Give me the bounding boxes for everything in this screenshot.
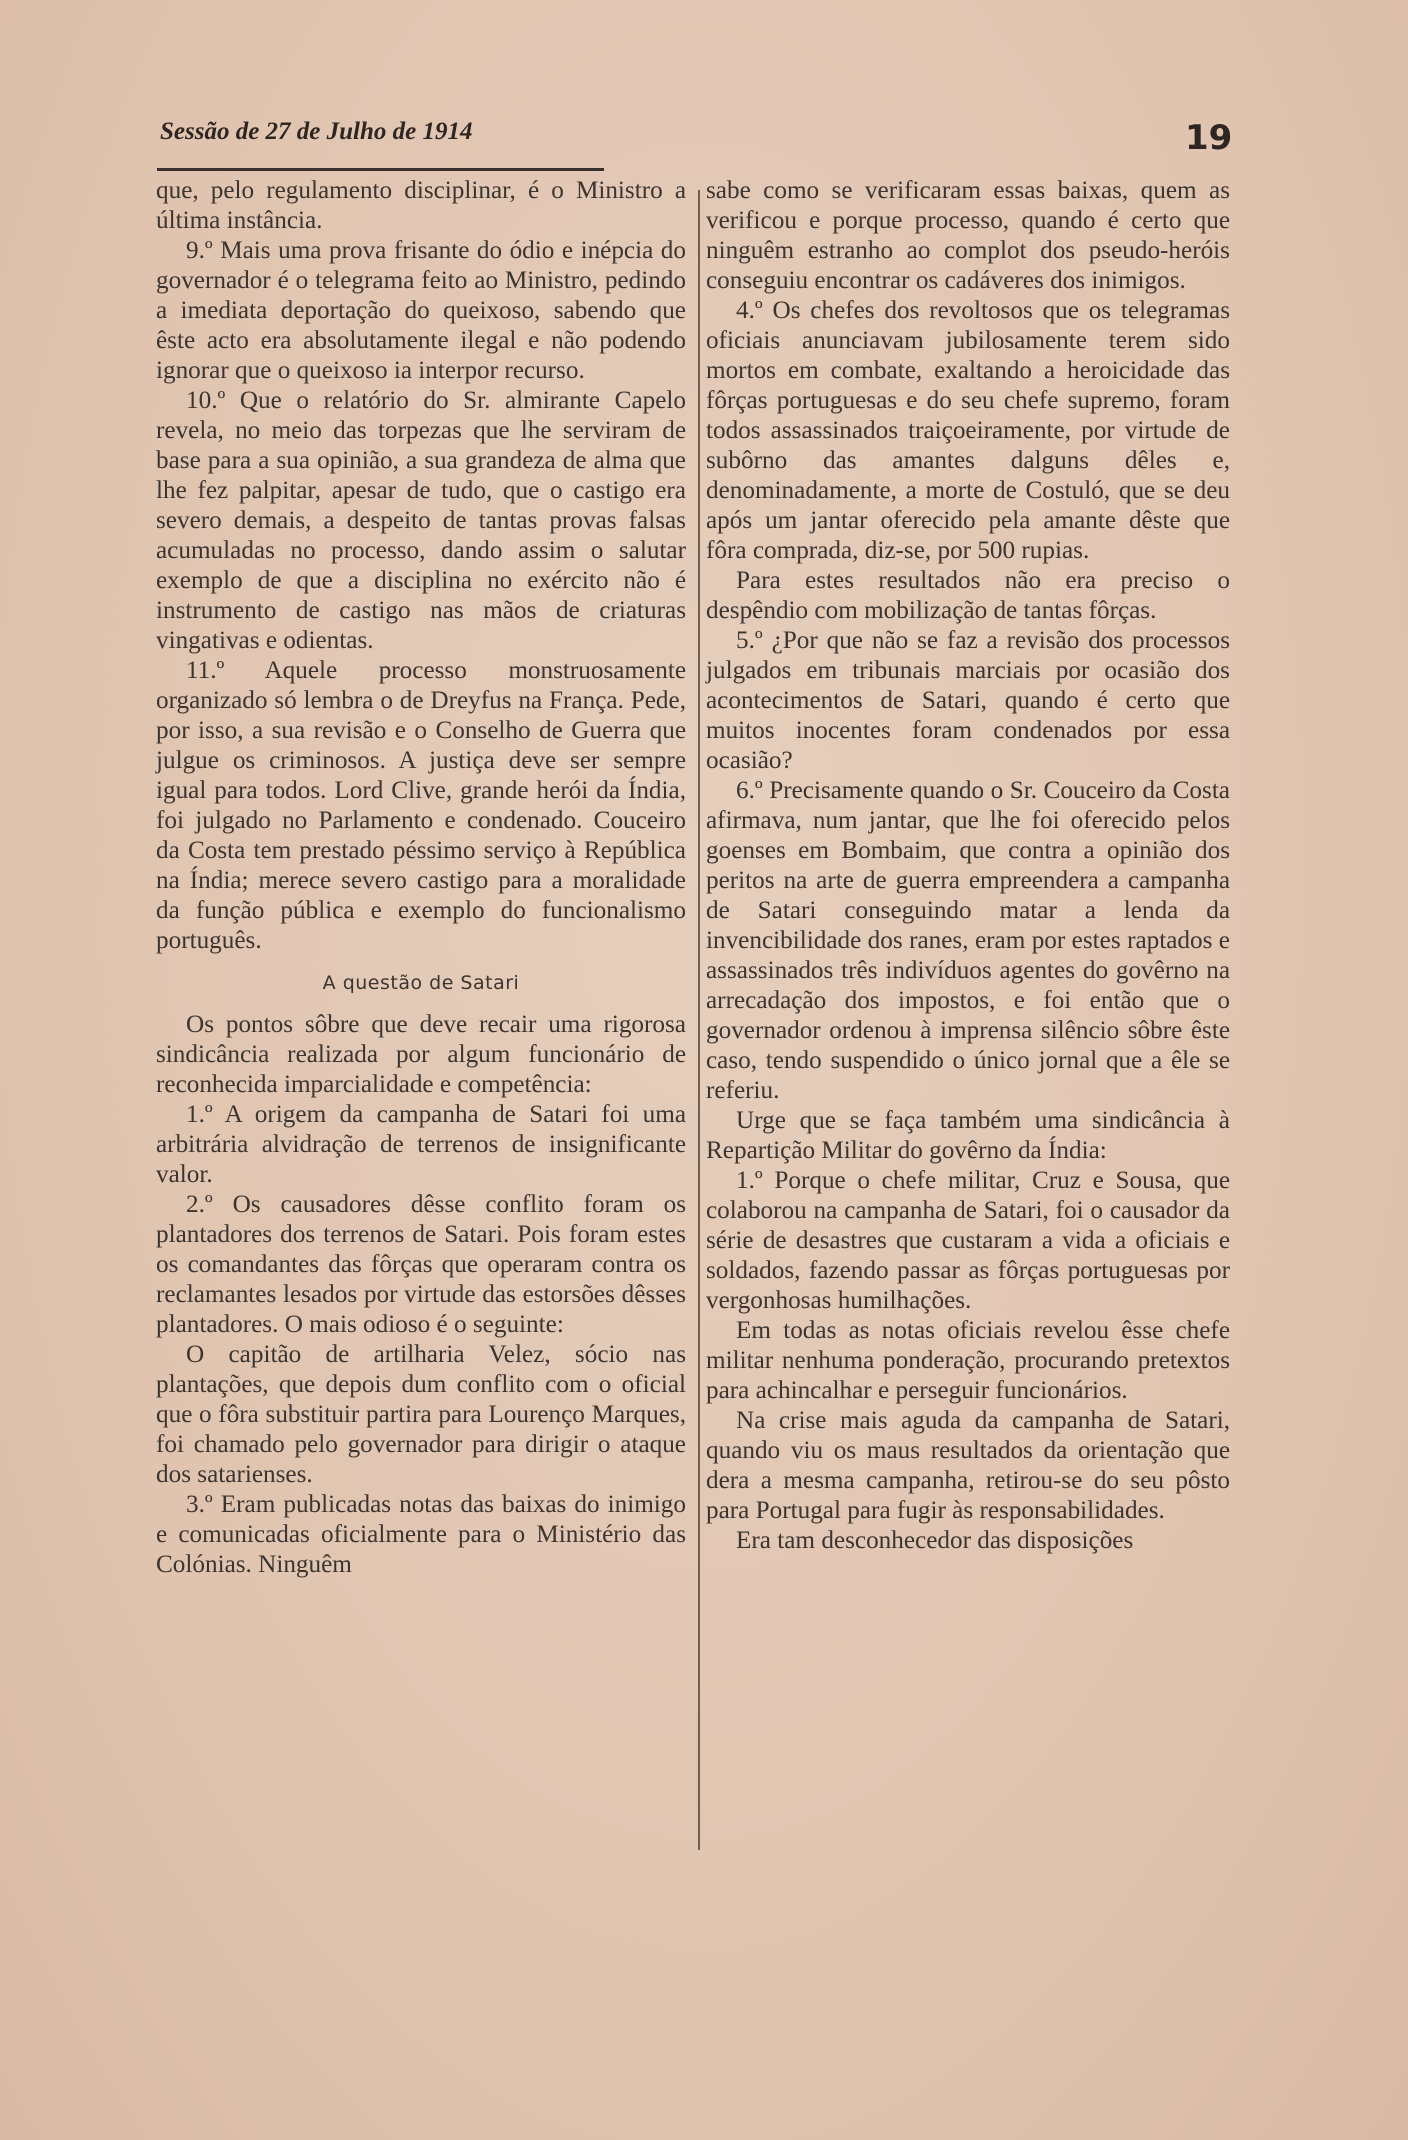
paragraph: Urge que se faça também uma sindicância à Repartição Militar do govêrno da Índia:	[706, 1107, 1230, 1164]
paragraph: Em todas as notas oficiais revelou êsse chefe militar nenhuma ponderação, procurando pretextos para achincalhar e perseguir funcionários.	[706, 1317, 1230, 1404]
running-head: Sessão de 27 de Julho de 1914	[160, 118, 473, 145]
paragraph: 6.º Precisamente quando o Sr. Couceiro da Costa afirmava, num jantar, que lhe foi oferecido pelos goenses em Bombaim, que contra a opinião dos peritos na arte de guerra empreendera a campanha de Satari conseguindo matar a lenda da invencibilidade dos ranes, eram por estes raptados e assassinados três indivíduos agentes do govêrno na arrecadação dos impostos, e foi então que o governador ordenou à imprensa silêncio sôbre êste caso, tendo suspendido o único jornal que a êle se referiu.	[706, 777, 1230, 1104]
paragraph: 1.º A origem da campanha de Satari foi uma arbitrária alvidração de terrenos de insignificante valor.	[156, 1101, 686, 1188]
left-column	[156, 176, 686, 1580]
paragraph: 5.º ¿Por que não se faz a revisão dos processos julgados em tribunais marciais por ocasião dos acontecimentos de Satari, quando é certo que muitos inocentes foram condenados por essa ocasião?	[706, 627, 1230, 774]
paragraph: que, pelo regulamento disciplinar, é o Ministro a última instância.	[156, 177, 686, 234]
paragraph: 10.º Que o relatório do Sr. almirante Capelo revela, no meio das torpezas que lhe serviram de base para a sua opinião, a sua grandeza de alma que lhe fez palpitar, apesar de tudo, que o castigo era severo demais, a despeito de tantas provas falsas acumuladas no processo, dando assim o salutar exemplo de que a disciplina no exército não é instrumento de castigo nas mãos de criaturas vingativas e odientas.	[156, 387, 686, 654]
paragraph: 9.º Mais uma prova frisante do ódio e inépcia do governador é o telegrama feito ao Ministro, pedindo a imediata deportação do queixoso, sabendo que êste acto era absolutamente ilegal e não podendo ignorar que o queixoso ia interpor recurso.	[156, 237, 686, 384]
paragraph: 2.º Os causadores dêsse conflito foram os plantadores dos terrenos de Satari. Pois foram estes os comandantes das fôrças que operaram contra os reclamantes lesados por virtude das estorsões dêsses plantadores. O mais odioso é o seguinte:	[156, 1191, 686, 1338]
paragraph: Era tam desconhecedor das disposições	[736, 1527, 1134, 1554]
paragraph: 1.º Porque o chefe militar, Cruz e Sousa, que colaborou na campanha de Satari, foi o causador da série de desastres que custaram a vida a oficiais e soldados, fazendo passar as fôrças portuguesas por vergonhosas humilhações.	[706, 1167, 1230, 1314]
column-divider	[698, 190, 700, 1850]
right-column	[706, 176, 1230, 1556]
paragraph: sabe como se verificaram essas baixas, quem as verificou e porque processo, quando é certo que ninguêm estranho ao complot dos pseudo-heróis conseguiu encontrar os cadáveres dos inimigos.	[706, 177, 1230, 294]
paragraph: Na crise mais aguda da campanha de Satari, quando viu os maus resultados da orientação que dera a mesma campanha, retirou-se do seu pôsto para Portugal para fugir às responsabilidades.	[706, 1407, 1230, 1524]
header-rule	[157, 168, 604, 171]
paragraph: 3.º Eram publicadas notas das baixas do inimigo e comunicadas oficialmente para o Ministério das Colónias. Ninguêm	[156, 1491, 686, 1578]
paragraph: Os pontos sôbre que deve recair uma rigorosa sindicância realizada por algum funcionário de reconhecida imparcialidade e competência:	[156, 1011, 686, 1098]
paragraph: Para estes resultados não era preciso o despêndio com mobilização de tantas fôrças.	[706, 567, 1230, 624]
paragraph: 11.º Aquele processo monstruosamente organizado só lembra o de Dreyfus na França. Pede, por isso, a sua revisão e o Conselho de Guerra que julgue os criminosos. A justiça deve ser sempre igual para todos. Lord Clive, grande herói da Índia, foi julgado no Parlamento e condenado. Couceiro da Costa tem prestado péssimo serviço à República na Índia; merece severo castigo para a moralidade da função pública e exemplo do funcionalismo português.	[156, 657, 686, 954]
page-number: 19	[1185, 118, 1233, 158]
section-heading: A questão de Satari	[322, 972, 520, 994]
paragraph: O capitão de artilharia Velez, sócio nas plantações, que depois dum conflito com o oficial que o fôra substituir partira para Lourenço Marques, foi chamado pelo governador para dirigir o ataque dos satarienses.	[156, 1341, 686, 1488]
paragraph: 4.º Os chefes dos revoltosos que os telegramas oficiais anunciavam jubilosamente terem sido mortos em combate, exaltando a heroicidade das fôrças portuguesas e do seu chefe supremo, foram todos assassinados traiçoeiramente, por virtude de subôrno das amantes dalguns dêles e, denominadamente, a morte de Costuló, que se deu após um jantar oferecido pela amante dêste que fôra comprada, diz-se, por 500 rupias.	[706, 297, 1230, 564]
